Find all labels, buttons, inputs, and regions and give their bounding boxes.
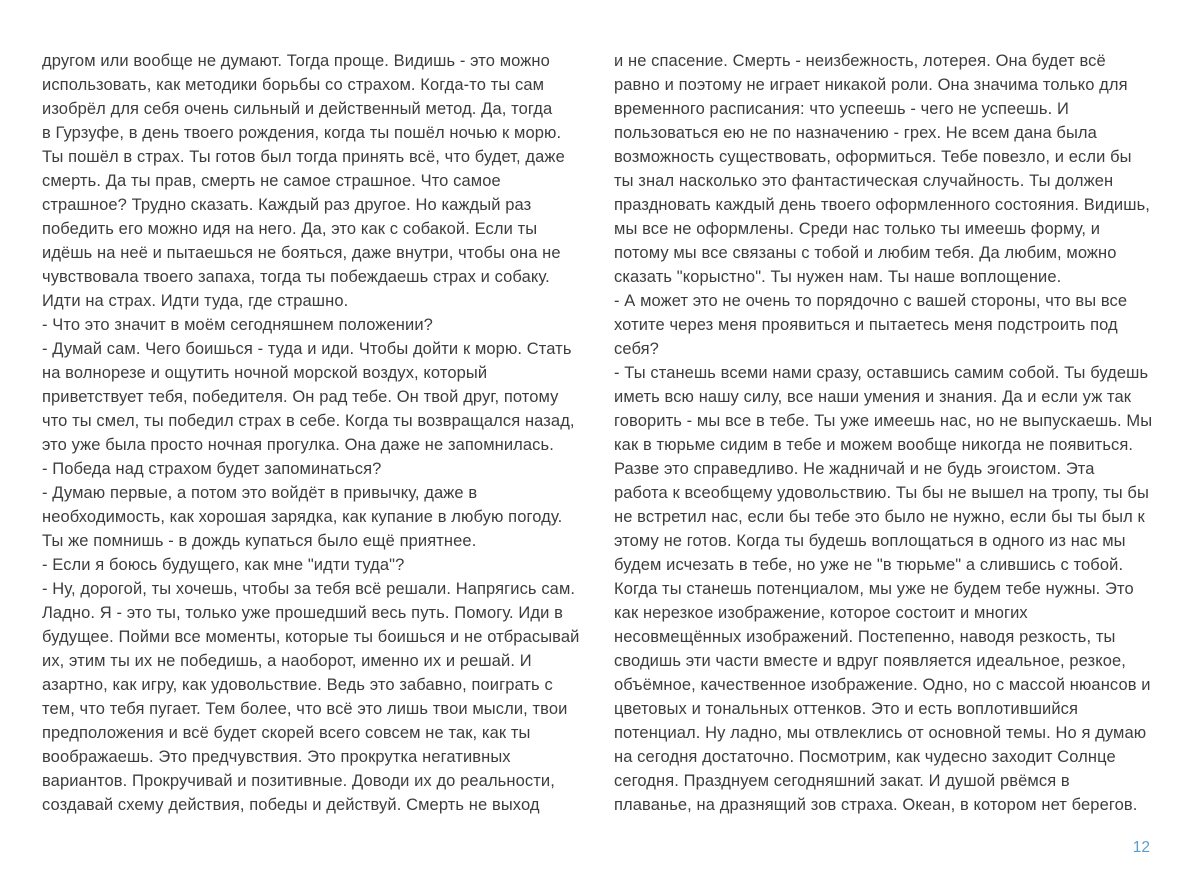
- text-line: как в тюрьме сидим в тебе и можем вообще никогда не появиться.: [614, 436, 1134, 454]
- text-line: предположения и всё будет скорей всего совсем не так, как ты: [42, 724, 531, 742]
- text-column-right: [614, 49, 1154, 817]
- text-line: воображаешь. Это предчувствия. Это прокрутка негативных: [42, 748, 511, 766]
- text-line: - Победа над страхом будет запоминаться?: [42, 460, 382, 478]
- text-line: - Что это значит в моём сегодняшнем положении?: [42, 316, 433, 334]
- text-line: равно и поэтому не играет никакой роли. Она значима только для: [614, 76, 1128, 94]
- text-line: - Ты станешь всеми нами сразу, оставшись самим собой. Ты будешь: [614, 364, 1149, 382]
- text-line: не встретил нас, если бы тебе это было не нужно, если бы ты был к: [614, 508, 1145, 526]
- text-line: временного расписания: что успеешь - чего не успеешь. И: [614, 100, 1069, 118]
- text-column-left: [42, 49, 590, 817]
- text-line: использовать, как методики борьбы со страхом. Когда-то ты сам: [42, 76, 545, 94]
- text-line: объёмное, качественное изображение. Одно, но с массой нюансов и: [614, 676, 1151, 694]
- text-line: работа к всеобщему удовольствию. Ты бы не вышел на тропу, ты бы: [614, 484, 1149, 502]
- text-line: изобрёл для себя очень сильный и действенный метод. Да, тогда: [42, 100, 553, 118]
- text-line: что ты смел, ты победил страх в себе. Когда ты возвращался назад,: [42, 412, 575, 430]
- text-line: - Ну, дорогой, ты хочешь, чтобы за тебя всё решали. Напрягись сам.: [42, 580, 576, 598]
- text-line: - Думаю первые, а потом это войдёт в привычку, даже в: [42, 484, 478, 502]
- text-line: сказать "корыстно". Ты нужен нам. Ты наше воплощение.: [614, 268, 1062, 286]
- text-line: - А может это не очень то порядочно с вашей стороны, что вы все: [614, 292, 1128, 310]
- text-line: Разве это справедливо. Не жадничай и не будь эгоистом. Эта: [614, 460, 1095, 478]
- text-line: Ты же помнишь - в дождь купаться было ещё приятнее.: [42, 532, 477, 550]
- text-line: на волнорезе и ощутить ночной морской воздух, который: [42, 364, 488, 382]
- text-line: мы все не оформлены. Среди нас только ты имеешь форму, и: [614, 220, 1101, 238]
- text-line: другом или вообще не думают. Тогда проще. Видишь - это можно: [42, 52, 550, 70]
- text-line: создавай схему действия, победы и действуй. Смерть не выход: [42, 796, 540, 814]
- text-line: смерть. Да ты прав, смерть не самое страшное. Что самое: [42, 172, 501, 190]
- text-line: потому мы все связаны с тобой и любим тебя. Да любим, можно: [614, 244, 1117, 262]
- text-line: сегодня. Празднуем сегодняшний закат. И душой рвёмся в: [614, 772, 1070, 790]
- text-line: потенциал. Ну ладно, мы отвлеклись от основной темы. Но я думаю: [614, 724, 1147, 742]
- text-line: - Если я боюсь будущего, как мне "идти туда"?: [42, 556, 405, 574]
- text-line: в Гурзуфе, в день твоего рождения, когда ты пошёл ночью к морю.: [42, 124, 562, 142]
- text-line: приветствует тебя, победителя. Он рад тебе. Он твой друг, потому: [42, 388, 559, 406]
- text-line: этому не готов. Когда ты будешь воплощаться в одного из нас мы: [614, 532, 1126, 550]
- text-line: страшное? Трудно сказать. Каждый раз другое. Но каждый раз: [42, 196, 532, 214]
- text-line: плаванье, на дразнящий зов страха. Океан, в котором нет берегов.: [614, 796, 1138, 814]
- text-line: необходимость, как хорошая зарядка, как купание в любую погоду.: [42, 508, 563, 526]
- text-line: цветовых и тональных оттенков. Это и есть воплотившийся: [614, 700, 1079, 718]
- text-line: Ты пошёл в страх. Ты готов был тогда принять всё, что будет, даже: [42, 148, 565, 166]
- text-line: иметь всю нашу силу, все наши умения и знания. Да и если уж так: [614, 388, 1132, 406]
- text-line: себя?: [614, 340, 659, 358]
- text-line: как нерезкое изображение, которое состоит и многих: [614, 604, 1028, 622]
- text-line: пользоваться ею не по назначению - грех. Не всем дана была: [614, 124, 1097, 142]
- text-line: чувствовала твоего запаха, тогда ты побеждаешь страх и собаку.: [42, 268, 550, 286]
- text-line: - Думай сам. Чего боишься - туда и иди. Чтобы дойти к морю. Стать: [42, 340, 572, 358]
- text-line: говорить - мы все в тебе. Ты уже имеешь нас, но не выпускаешь. Мы: [614, 412, 1153, 430]
- text-line: азартно, как игру, как удовольствие. Ведь это забавно, поиграть с: [42, 676, 553, 694]
- text-line: на сегодня достаточно. Посмотрим, как чудесно заходит Солнце: [614, 748, 1116, 766]
- text-line: возможность существовать, оформиться. Тебе повезло, и если бы: [614, 148, 1132, 166]
- text-line: праздновать каждый день твоего оформленного состояния. Видишь,: [614, 196, 1150, 214]
- text-line: тем, что тебя пугает. Тем более, что всё это лишь твои мысли, твои: [42, 700, 568, 718]
- text-line: это уже была просто ночная прогулка. Она даже не запомнилась.: [42, 436, 554, 454]
- text-line: победить его можно идя на него. Да, это как с собакой. Если ты: [42, 220, 538, 238]
- text-line: несовмещённых изображений. Постепенно, наводя резкость, ты: [614, 628, 1116, 646]
- text-line: будем исчезать в тебе, но уже не "в тюрьме" а слившись с тобой.: [614, 556, 1124, 574]
- text-line: вариантов. Прокручивай и позитивные. Доводи их до реальности,: [42, 772, 555, 790]
- text-line: хотите через меня проявиться и пытаетесь меня подстроить под: [614, 316, 1118, 334]
- text-line: их, этим ты их не победишь, а наоборот, именно их и решай. И: [42, 652, 532, 670]
- text-line: сводишь эти части вместе и вдруг появляется идеальное, резкое,: [614, 652, 1126, 670]
- text-line: Ладно. Я - это ты, только уже прошедший весь путь. Помогу. Иди в: [42, 604, 563, 622]
- text-line: Идти на страх. Идти туда, где страшно.: [42, 292, 349, 310]
- text-line: ты знал насколько это фантастическая случайность. Ты должен: [614, 172, 1114, 190]
- page-number: 12: [1132, 839, 1150, 856]
- text-line: Когда ты станешь потенциалом, мы уже не будем тебе нужны. Это: [614, 580, 1134, 598]
- text-line: идёшь на неё и пытаешься не бояться, даже внутри, чтобы она не: [42, 244, 561, 262]
- text-line: будущее. Пойми все моменты, которые ты боишься и не отбрасывай: [42, 628, 580, 646]
- text-line: и не спасение. Смерть - неизбежность, лотерея. Она будет всё: [614, 52, 1106, 70]
